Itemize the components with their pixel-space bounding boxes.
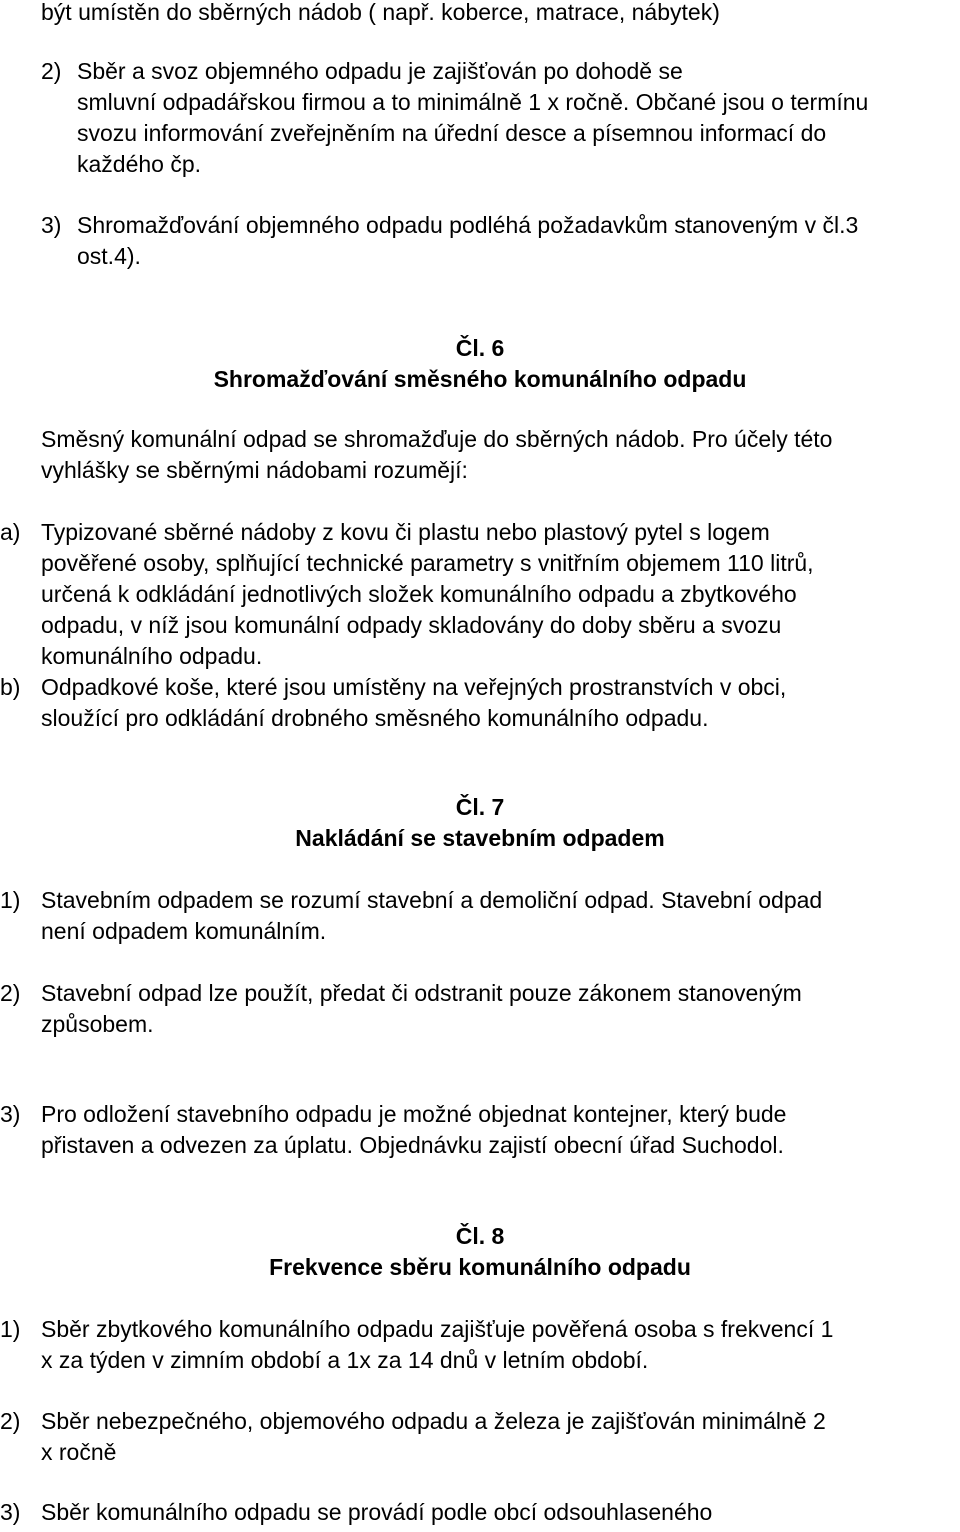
article-6-number: Čl. 6 [455, 335, 505, 361]
item-number: 1) [0, 887, 21, 913]
article-6-title: Shromažďování směsného komunálního odpadu [213, 366, 747, 392]
item-line: není odpadem komunálním. [41, 918, 327, 944]
item-number: 3) [41, 212, 62, 238]
item-text [41, 1099, 960, 1161]
continued-text-line: být umístěn do sběrných nádob ( např. koberce, matrace, nábytek) [41, 0, 720, 25]
item-line: Sběr nebezpečného, objemového odpadu a železa je zajišťován minimálně 2 [41, 1408, 826, 1434]
item-text [41, 1497, 960, 1528]
item-line: odpadu, v níž jsou komunální odpady skladovány do doby sběru a svozu [41, 612, 782, 638]
item-text [77, 210, 960, 272]
item-line: Odpadkové koše, které jsou umístěny na veřejných prostranstvích v obci, [41, 674, 787, 700]
item-line: Shromažďování objemného odpadu podléhá požadavkům stanoveným v čl.3 [77, 212, 859, 238]
item-line: ost.4). [77, 243, 141, 269]
item-line: Sběr zbytkového komunálního odpadu zajišťuje pověřená osoba s frekvencí 1 [41, 1316, 834, 1342]
article-6-intro-line: Směsný komunální odpad se shromažďuje do sběrných nádob. Pro účely této [41, 426, 833, 452]
item-number: 3) [0, 1499, 21, 1525]
item-line: x ročně [41, 1439, 117, 1465]
item-line: Sběr a svoz objemného odpadu je zajišťován po dohodě se [77, 58, 683, 84]
item-text [41, 885, 960, 947]
item-number: 2) [0, 980, 21, 1006]
item-line: určená k odkládání jednotlivých složek komunálního odpadu a zbytkového [41, 581, 797, 607]
item-line: Pro odložení stavebního odpadu je možné objednat kontejner, který bude [41, 1101, 787, 1127]
item-number: 2) [41, 58, 62, 84]
item-letter: b) [0, 674, 21, 700]
item-line: Stavebním odpadem se rozumí stavební a demoliční odpad. Stavební odpad [41, 887, 823, 913]
article-8-number: Čl. 8 [455, 1223, 505, 1249]
item-line: pověřené osoby, splňující technické parametry s vnitřním objemem 110 litrů, [41, 550, 814, 576]
item-line: komunálního odpadu. [41, 643, 263, 669]
article-8-title: Frekvence sběru komunálního odpadu [269, 1254, 691, 1280]
item-number: 3) [0, 1101, 21, 1127]
item-line: každého čp. [77, 151, 202, 177]
item-line: x za týden v zimním období a 1x za 14 dnů v letním období. [41, 1347, 649, 1373]
article-7-number: Čl. 7 [455, 794, 505, 820]
item-text [41, 517, 960, 672]
item-line: Stavební odpad lze použít, předat či odstranit pouze zákonem stanoveným [41, 980, 802, 1006]
item-line: Typizované sběrné nádoby z kovu či plastu nebo plastový pytel s logem [41, 519, 770, 545]
item-line: sloužící pro odkládání drobného směsného komunálního odpadu. [41, 705, 709, 731]
item-text [41, 672, 960, 734]
article-6-intro-line: vyhlášky se sběrnými nádobami rozumějí: [41, 457, 468, 483]
item-number: 2) [0, 1408, 21, 1434]
item-letter: a) [0, 519, 21, 545]
item-text [41, 1314, 960, 1376]
item-line: přistaven a odvezen za úplatu. Objednávku zajistí obecní úřad Suchodol. [41, 1132, 784, 1158]
item-text [41, 978, 960, 1040]
item-line: svozu informování zveřejněním na úřední desce a písemnou informací do [77, 120, 827, 146]
item-line: smluvní odpadářskou firmou a to minimálně 1 x ročně. Občané jsou o termínu [77, 89, 869, 115]
article-7-title: Nakládání se stavebním odpadem [295, 825, 665, 851]
item-line: způsobem. [41, 1011, 154, 1037]
item-line: Sběr komunálního odpadu se provádí podle obcí odsouhlaseného [41, 1499, 713, 1525]
item-text [41, 1406, 960, 1468]
item-text [77, 56, 960, 180]
item-number: 1) [0, 1316, 21, 1342]
